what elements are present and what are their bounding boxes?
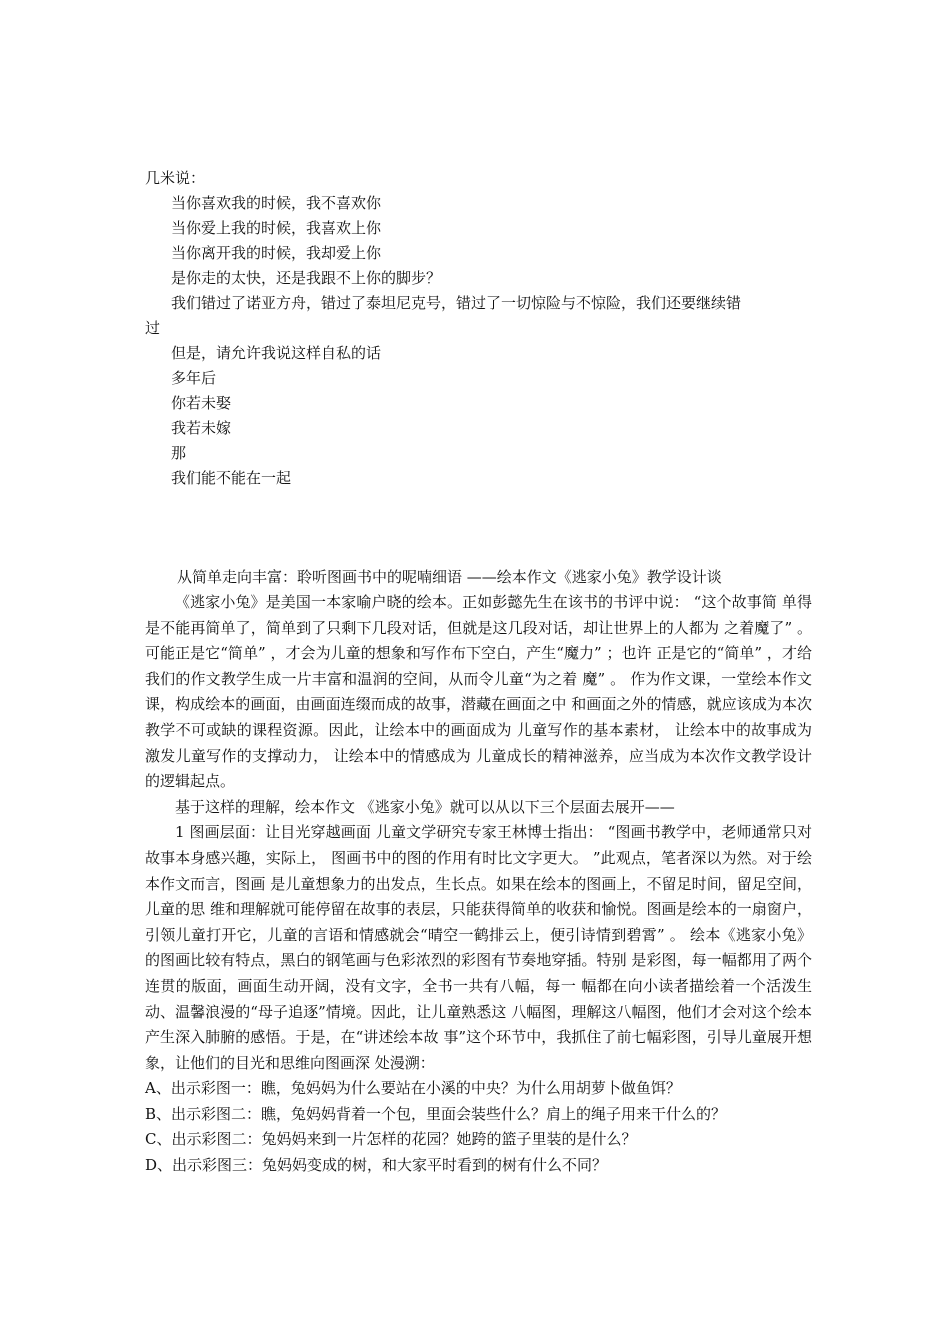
poem-line: 是你走的太快，还是我跟不上你的脚步？: [171, 269, 442, 287]
article-paragraph: 基于这样的理解，绘本作文 《逃家小兔》就可以从以下三个层面去展开——: [175, 797, 675, 816]
poem-intro: 几米说：: [145, 169, 206, 187]
poem-line: 那: [171, 444, 187, 462]
poem-line: 我们能不能在一起: [171, 469, 292, 487]
poem-long-line-continued: 过: [145, 319, 161, 337]
poem-long-line: 我们错过了诺亚方舟，错过了泰坦尼克号，错过了一切惊险与不惊险，我们还要继续错: [171, 294, 742, 312]
poem-line: 多年后: [171, 369, 217, 387]
poem-section: [145, 166, 815, 491]
article-paragraph: 《逃家小兔》是美国一本家喻户晓的绘本。正如彭懿先生在该书的书评中说： “这个故事简 单得是不能再简单了，简单到了只剩下几段对话，但就是这几段对话，却让世界上的人都为 之着魔了” 。可能正是它“简单” ，才会为儿童的想象和写作布下空白，产生“魔力” ；也许 正是它的“简单” ，才给我们的作文教学生成一片丰富和温润的空间，从而令儿童“为之着 魔” 。 作为作文课，一堂绘本作文课，构成绘本的画面，由画面连缀而成的故事，潜藏在画面之中 和画面之外的情感，就应该成为本次教学不可或缺的课程资源。因此，让绘本中的画面成为 儿童写作的基本素材， 让绘本中的故事成为激发儿童写作的支撑动力， 让绘本中的情感成为 儿童成长的精神滋养，应当成为本次作文教学设计的逻辑起点。: [145, 593, 812, 791]
poem-line: 但是，请允许我说这样自私的话: [171, 344, 382, 362]
article-paragraph: 1 图画层面：让目光穿越画面 儿童文学研究专家王林博士指出： “图画书教学中，老师通常只对故事本身感兴趣，实际上， 图画书中的图的作用有时比文字更大。 ”此观点，笔者深以为然。对于绘本作文而言，图画 是儿童想象力的出发点，生长点。如果在绘本的图画上，不留足时间，留足空间，儿童的思 维和理解就可能停留在故事的表层，只能获得简单的收获和愉悦。图画是绘本的一扇窗户， 引领儿童打开它，儿童的言语和情感就会“晴空一鹤排云上，便引诗情到碧霄” 。 绘本《逃家小兔》的图画比较有特点，黑白的钢笔画与色彩浓烈的彩图有节奏地穿插。特别 是彩图，每一幅都用了两个连贯的版面，画面生动开阔，没有文字，全书一共有八幅，每一 幅都在向小读者描绘着一个活泼生动、温馨浪漫的“母子追逐”情境。因此，让儿童熟悉这 八幅图，理解这八幅图，他们才会对这个绘本产生深入肺腑的感悟。于是，在“讲述绘本故 事”这个环节中，我抓住了前七幅彩图，引导儿童展开想象，让他们的目光和思维向图画深 处漫溯：: [145, 823, 812, 1072]
list-item: C、出示彩图二：兔妈妈来到一片怎样的花园？她跨的篮子里装的是什么？: [145, 1130, 637, 1149]
poem-line: 当你喜欢我的时候，我不喜欢你: [171, 194, 382, 212]
poem-line: 你若未娶: [171, 394, 232, 412]
list-item: B、出示彩图二：瞧，兔妈妈背着一个包，里面会装些什么？肩上的绳子用来干什么的？: [145, 1104, 727, 1123]
poem-line: 当你离开我的时候，我却爱上你: [171, 244, 382, 262]
article-title: 从简单走向丰富：聆听图画书中的呢喃细语 ——绘本作文《逃家小兔》教学设计谈: [177, 568, 722, 586]
article-section: [145, 565, 812, 1179]
list-item: D、出示彩图三：兔妈妈变成的树，和大家平时看到的树有什么不同？: [145, 1156, 608, 1175]
poem-line: 我若未嫁: [171, 419, 232, 437]
list-item: A、出示彩图一：瞧，兔妈妈为什么要站在小溪的中央？为什么用胡萝卜做鱼饵？: [145, 1079, 681, 1098]
poem-line: 当你爱上我的时候，我喜欢上你: [171, 219, 382, 237]
